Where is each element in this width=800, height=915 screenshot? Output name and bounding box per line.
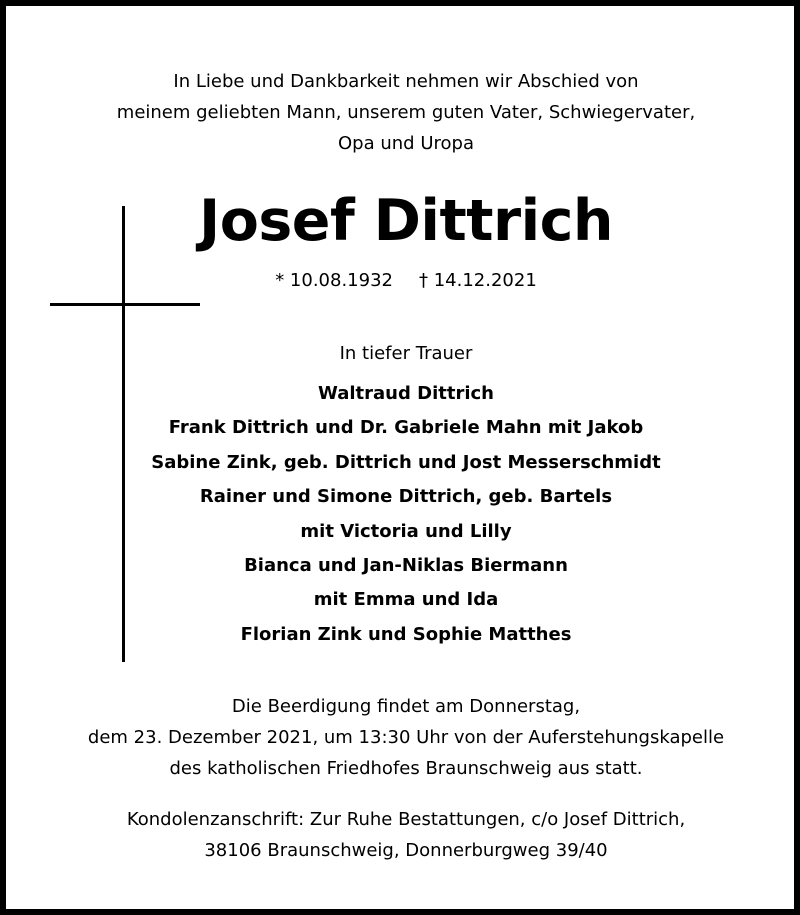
mourner-line: Sabine Zink, geb. Dittrich und Jost Messerschmidt [151,451,661,473]
mourner-line: mit Victoria und Lilly [300,520,512,542]
birth-date: * 10.08.1932 [275,270,393,291]
cross-icon-crossbar [50,303,200,306]
mourner-line: Florian Zink und Sophie Matthes [240,623,572,645]
address-line: 38106 Braunschweig, Donnerburgweg 39/40 [204,840,608,861]
funeral-line: des katholischen Friedhofes Braunschweig aus statt. [169,758,643,779]
mourner-line: Bianca und Jan-Niklas Biermann [244,555,568,577]
mourners-list [36,377,776,652]
intro-line: In Liebe und Dankbarkeit nehmen wir Abschied von [173,71,639,92]
life-dates [36,268,776,294]
mourner-line: Frank Dittrich und Dr. Gabriele Mahn mit Jakob [168,417,644,439]
deceased-name: Josef Dittrich [199,188,613,254]
mourner-line: Waltraud Dittrich [318,383,494,404]
condolence-address [36,804,776,866]
funeral-line: Die Beerdigung findet am Donnerstag, [231,696,581,717]
address-line: Kondolenzanschrift: Zur Ruhe Bestattungen, c/o Josef Dittrich, [126,809,686,830]
mourning-heading: In tiefer Trauer [339,343,473,364]
mourner-line: Rainer und Simone Dittrich, geb. Bartels [199,486,613,508]
funeral-details [36,691,776,784]
mourner-line: mit Emma und Ida [313,589,499,611]
funeral-line: dem 23. Dezember 2021, um 13:30 Uhr von der Auferstehungskapelle [87,727,725,748]
intro-line: Opa und Uropa [338,133,474,154]
intro-text [36,66,776,159]
intro-line: meinem geliebten Mann, unserem guten Vater, Schwiegervater, [116,102,696,123]
death-date: † 14.12.2021 [419,270,537,291]
